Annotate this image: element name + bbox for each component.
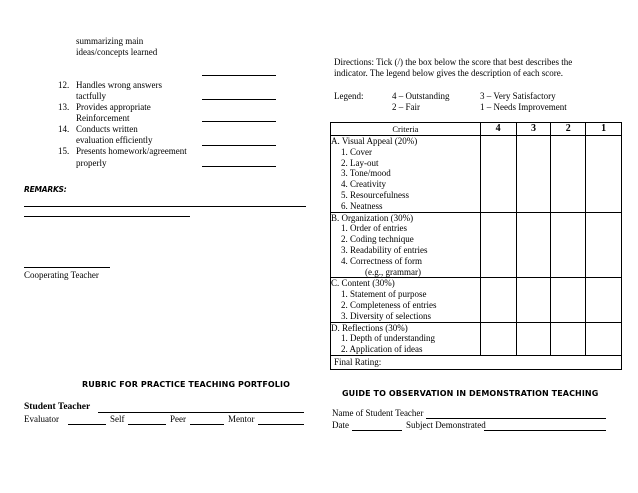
score-cell[interactable] — [480, 278, 516, 322]
answer-blank[interactable] — [202, 145, 276, 146]
student-teacher-label: Student Teacher — [24, 402, 91, 412]
score-cell[interactable] — [516, 322, 551, 355]
answer-blank[interactable] — [202, 75, 276, 76]
score-cell[interactable] — [480, 136, 516, 213]
score-2-header: 2 — [551, 123, 586, 136]
legend-label: Legend: — [334, 91, 364, 101]
criteria-cell: B. Organization (30%) 1. Order of entries 2. Coding technique 3. Readability of entries 4. Correctness of form (e.g., grammar) — [331, 212, 481, 278]
answer-blank[interactable] — [202, 166, 276, 167]
directions-line: indicator. The legend below gives the description of each score. — [334, 68, 564, 78]
criteria-cell: C. Content (30%) 1. Statement of purpose 2. Completeness of entries 3. Diversity of selections — [331, 278, 481, 322]
score-cell[interactable] — [551, 212, 586, 278]
rubric-table — [330, 122, 622, 370]
student-name-field[interactable] — [426, 418, 606, 419]
answer-blank[interactable] — [202, 99, 276, 100]
criteria-header: Criteria — [331, 123, 481, 136]
evaluator-field[interactable] — [68, 424, 106, 425]
score-cell[interactable] — [516, 278, 551, 322]
remarks-label: REMARKS: — [24, 185, 67, 194]
score-1-header: 1 — [586, 123, 622, 136]
score-cell[interactable] — [551, 322, 586, 355]
directions-line: Directions: Tick (/) the box below the score that best describes the — [334, 57, 573, 67]
answer-blank[interactable] — [202, 121, 276, 122]
student-teacher-field[interactable] — [98, 412, 304, 413]
score-cell[interactable] — [516, 212, 551, 278]
remarks-line[interactable] — [24, 216, 190, 217]
mentor-label: Mentor — [228, 414, 255, 424]
table-header-row — [331, 123, 622, 136]
table-row — [331, 322, 622, 355]
signature-line[interactable] — [24, 267, 110, 268]
mentor-field[interactable] — [258, 424, 304, 425]
score-cell[interactable] — [480, 322, 516, 355]
rubric-heading: RUBRIC FOR PRACTICE TEACHING PORTFOLIO — [82, 380, 290, 389]
score-cell[interactable] — [480, 212, 516, 278]
self-label: Self — [110, 414, 125, 424]
score-cell[interactable] — [586, 212, 622, 278]
score-cell[interactable] — [516, 136, 551, 213]
score-cell[interactable] — [586, 136, 622, 213]
remarks-line[interactable] — [24, 206, 306, 207]
peer-label: Peer — [170, 414, 186, 424]
table-row — [331, 136, 622, 213]
name-label: Name of Student Teacher — [332, 408, 424, 418]
evaluator-label: Evaluator — [24, 414, 59, 424]
guide-heading: GUIDE TO OBSERVATION IN DEMONSTRATION TEACHING — [342, 389, 599, 398]
final-rating-cell: Final Rating: — [331, 355, 622, 369]
legend-item: 1 – Needs Improvement — [480, 102, 567, 112]
date-field[interactable] — [352, 430, 402, 431]
left-page: summarizing main ideas/concepts learned 12. Handles wrong answers tactfully 13. Provides appropriate Reinforcement 14. Conducts written evaluation efficiently 15. Presents homework/agreement properly REMARKS: Cooperating Teacher RUBRIC FOR PRACTICE TEACHING PORTFOLIO Student Teacher Evaluator Self Peer Mentor — [0, 0, 316, 493]
score-cell[interactable] — [586, 278, 622, 322]
score-4-header: 4 — [480, 123, 516, 136]
final-rating-row — [331, 355, 622, 369]
legend-item: 3 – Very Satisfactory — [480, 91, 556, 101]
legend-item: 4 – Outstanding — [392, 91, 450, 101]
criteria-cell: D. Reflections (30%) 1. Depth of understanding 2. Application of ideas — [331, 322, 481, 355]
score-cell[interactable] — [551, 278, 586, 322]
self-field[interactable] — [128, 424, 166, 425]
subject-field[interactable] — [484, 430, 606, 431]
criteria-cell: A. Visual Appeal (20%) 1. Cover 2. Lay-out 3. Tone/mood 4. Creativity 5. Resourcefulness 6. Neatness — [331, 136, 481, 213]
score-3-header: 3 — [516, 123, 551, 136]
subject-label: Subject Demonstrated — [406, 420, 486, 430]
score-cell[interactable] — [551, 136, 586, 213]
table-row — [331, 278, 622, 322]
date-label: Date — [332, 420, 349, 430]
cooperating-teacher-label: Cooperating Teacher — [24, 270, 99, 280]
table-row — [331, 212, 622, 278]
score-cell[interactable] — [586, 322, 622, 355]
peer-field[interactable] — [190, 424, 224, 425]
legend-item: 2 – Fair — [392, 102, 420, 112]
